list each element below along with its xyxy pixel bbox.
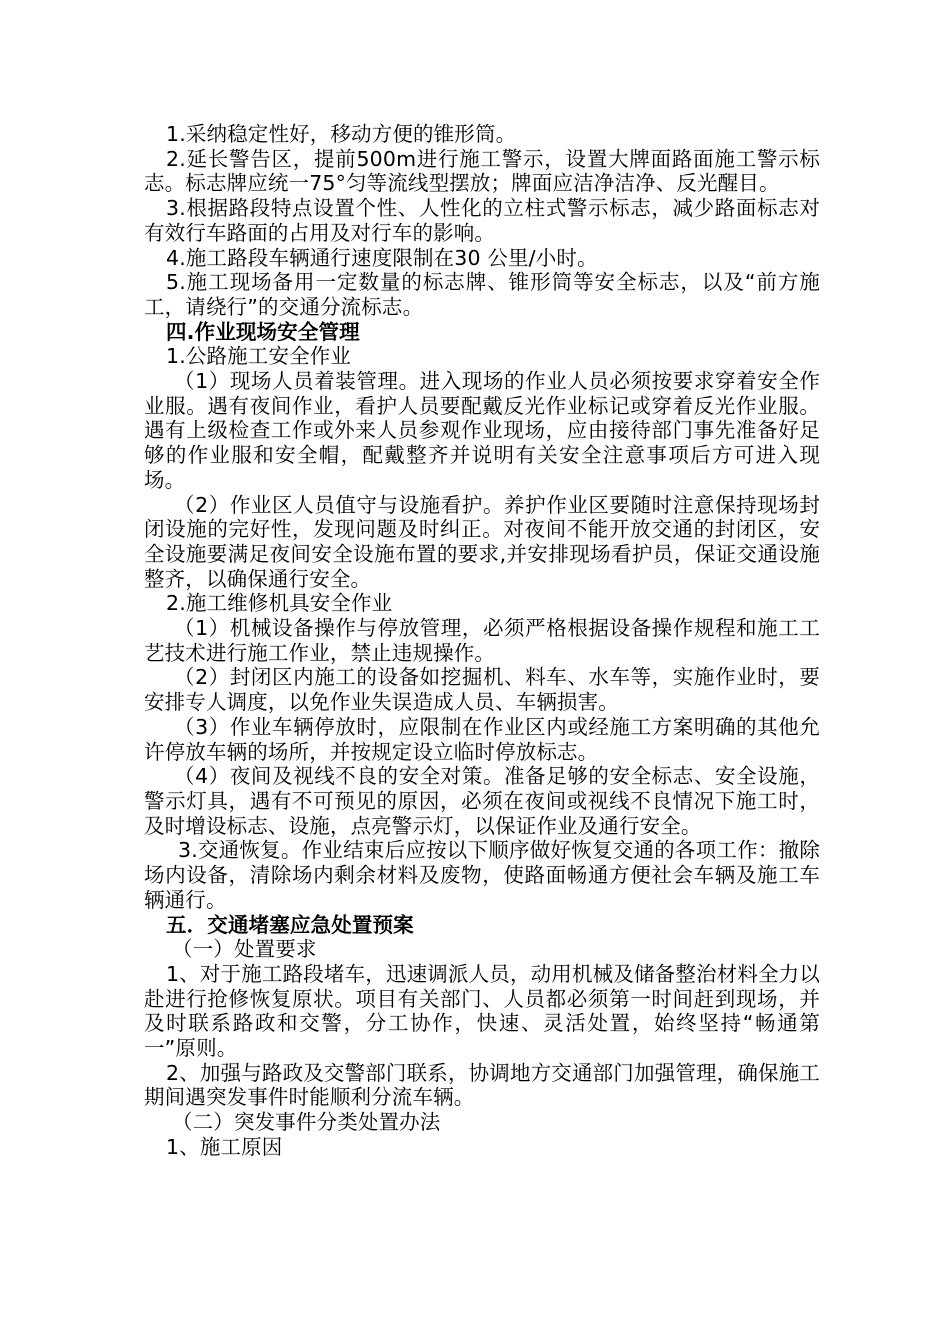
subheading-machinery-safety: 2.施工维修机具安全作业 bbox=[166, 591, 393, 616]
paragraph-vehicle-parking: （3）作业车辆停放时，应限制在作业区内或经施工方案明确的其他允许停放车辆的场所，并按规定设立临时停放标志。 bbox=[144, 714, 820, 764]
section-heading-site-safety: 四.作业现场安全管理 bbox=[166, 319, 360, 344]
paragraph-traffic-restoration: 3.交通恢复。作业结束后应按以下顺序做好恢复交通的各项工作：撤除场内设备，清除场内剩余材料及废物，使路面畅通方便社会车辆及施工车辆通行。 bbox=[144, 838, 820, 912]
paragraph-warning-zone: 2.延长警告区，提前500m进行施工警示，设置大牌面路面施工警示标志。标志牌应统一75°匀等流线型摆放；牌面应洁净洁净、反光醒目。 bbox=[144, 146, 820, 196]
section-heading-congestion-plan: 五．交通堵塞应急处置预案 bbox=[166, 912, 414, 937]
subheading-road-construction-safety: 1.公路施工安全作业 bbox=[166, 344, 352, 369]
paragraph-cone-usage: 1.采纳稳定性好，移动方便的锥形筒。 bbox=[166, 122, 517, 146]
paragraph-clothing-management: （1）现场人员着装管理。进入现场的作业人员必须按要求穿着安全作业服。遇有夜间作业，看护人员要配戴反光作业标记或穿着反光作业服。遇有上级检查工作或外来人员参观作业现场，应由接待部门事先准备好足够的作业服和安全帽，配戴整齐并说明有关安全注意事项后方可进入现场。 bbox=[144, 369, 820, 492]
document-body bbox=[144, 122, 820, 1160]
paragraph-coordination: 2、加强与路政及交警部门联系，协调地方交通部门加强管理，确保施工期间遇突发事件时能顺利分流车辆。 bbox=[144, 1060, 820, 1110]
subheading-construction-causes: 1、施工原因 bbox=[166, 1134, 283, 1159]
paragraph-night-visibility: （4）夜间及视线不良的安全对策。准备足够的安全标志、安全设施，警示灯具，遇有不可预见的原因，必须在夜间或视线不良情况下施工时，及时增设标志、设施，点亮警示灯，以保证作业及通行安全。 bbox=[144, 764, 820, 838]
subheading-incident-classification: （二）突发事件分类处置办法 bbox=[172, 1110, 441, 1135]
paragraph-speed-limit: 4.施工路段车辆通行速度限制在30 公里/小时。 bbox=[166, 245, 598, 270]
paragraph-zone-guarding: （2）作业区人员值守与设施看护。养护作业区要随时注意保持现场封闭设施的完好性，发现问题及时纠正。对夜间不能开放交通的封闭区，安全设施要满足夜间安全设施布置的要求,并安排现场看护员，保证交通设施整齐，以确保通行安全。 bbox=[144, 492, 820, 591]
subheading-handling-requirements: （一）处置要求 bbox=[172, 937, 317, 962]
paragraph-machinery-operation: （1）机械设备操作与停放管理，必须严格根据设备操作规程和施工工艺技术进行施工作业，禁止违规操作。 bbox=[144, 616, 820, 665]
paragraph-pillar-signs: 3.根据路段特点设置个性、人性化的立柱式警示标志，减少路面标志对有效行车路面的占用及对行车的影响。 bbox=[144, 196, 820, 245]
paragraph-closed-zone-equipment: （2）封闭区内施工的设备如挖掘机、料车、水车等，实施作业时，要安排专人调度，以免作业失误造成人员、车辆损害。 bbox=[144, 665, 820, 715]
paragraph-spare-signs: 5.施工现场备用一定数量的标志牌、锥形筒等安全标志，以及“前方施工，请绕行”的交通分流标志。 bbox=[144, 270, 820, 319]
paragraph-congestion-response: 1、对于施工路段堵车，迅速调派人员，动用机械及储备整治材料全力以赴进行抢修恢复原状。项目有关部门、人员都必须第一时间赶到现场，并及时联系路政和交警，分工协作，快速、灵活处置，始终坚持“畅通第一”原则。 bbox=[144, 961, 820, 1061]
